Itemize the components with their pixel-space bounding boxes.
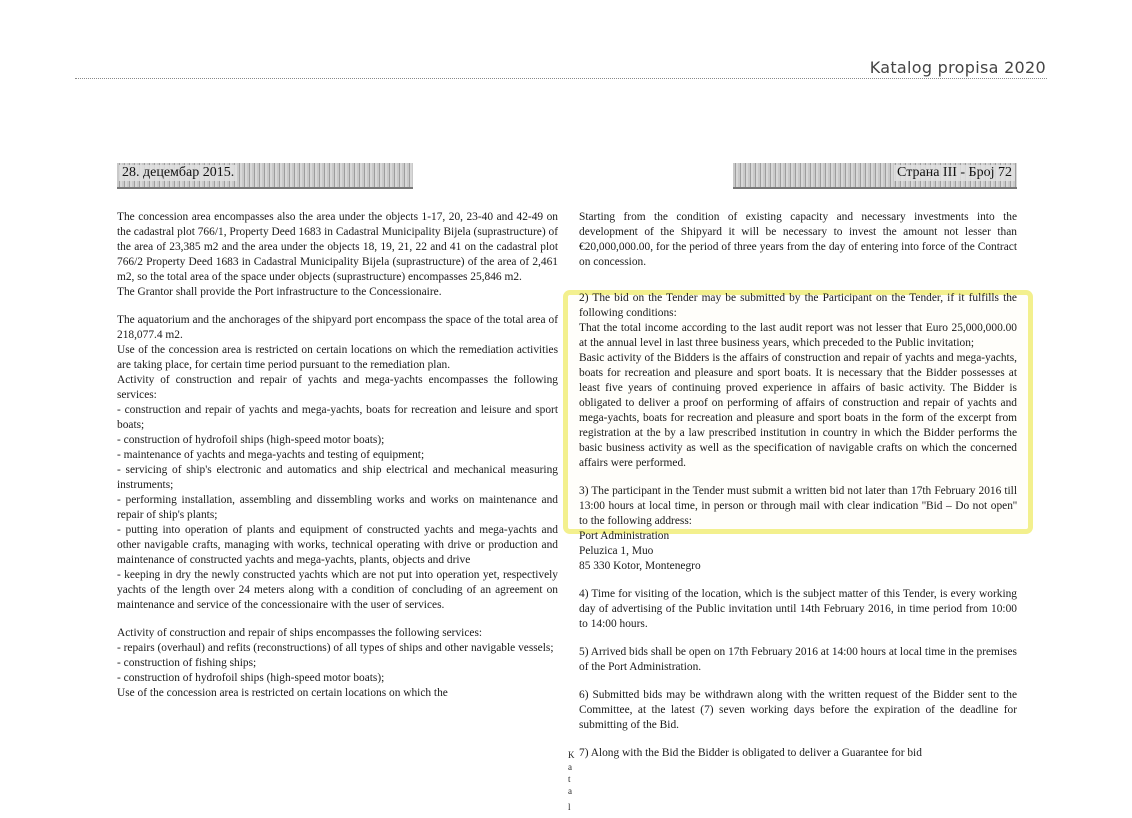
paragraph: Activity of construction and repair of ships encompasses the following services: xyxy=(117,627,483,639)
catalog-title: Katalog propisa 2020 xyxy=(869,58,1046,77)
paragraph: The Grantor shall provide the Port infrastructure to the Concessionaire. xyxy=(117,286,442,298)
address-line: Peluzica 1, Muo xyxy=(579,545,654,557)
paragraph: 4) Time for visiting of the location, which is the subject matter of this Tender, is every working day of advertising of the Public invitation until 14th February 2016, in time period from 10:00 to 14:00 hours. xyxy=(579,588,1017,630)
list-item: - construction of hydrofoil ships (high-speed motor boats); xyxy=(117,672,385,684)
list-item: - construction of fishing ships; xyxy=(117,657,257,669)
list-item: - maintenance of yachts and mega-yachts and testing of equipment; xyxy=(117,449,425,461)
margin-mark: K xyxy=(568,750,575,760)
paragraph: Use of the concession area is restricted on certain locations on which the xyxy=(117,687,448,699)
paragraph: 3) The participant in the Tender must submit a written bid not later than 17th February 2016 till 13:00 hours at local time, in person or through mail with clear indication ''Bid – Do not open'' to the following address: xyxy=(579,485,1017,527)
address-line: Port Administration xyxy=(579,530,670,542)
paragraph: Starting from the condition of existing capacity and necessary investments into the development of the Shipyard it will be necessary to invest the amount not lesser than €20,000,000.00, for the period of three years from the day of entering into force of the Contract on concession. xyxy=(579,211,1017,268)
margin-mark: l xyxy=(568,802,571,812)
list-item: - servicing of ship's electronic and automatics and ship electrical and mechanical measuring instruments; xyxy=(117,464,558,491)
paragraph: The aquatorium and the anchorages of the shipyard port encompass the space of the total area of 218,077.4 m2. xyxy=(117,314,558,341)
paragraph: 7) Along with the Bid the Bidder is obligated to deliver a Guarantee for bid xyxy=(579,747,922,759)
paragraph: 2) The bid on the Tender may be submitted by the Participant on the Tender, if it fulfills the following conditions: xyxy=(579,292,1017,319)
paragraph: 6) Submitted bids may be withdrawn along with the written request of the Bidder sent to the Committee, at the latest (7) seven working days before the expiration of the deadline for submitting of the Bid. xyxy=(579,689,1017,731)
list-item: - repairs (overhaul) and refits (reconstructions) of all types of ships and other navigable vessels; xyxy=(117,642,554,654)
margin-mark: t xyxy=(568,774,571,784)
header-rule xyxy=(75,78,1047,79)
list-item: - performing installation, assembling and dissembling works and works on maintenance and repair of ship's plants; xyxy=(117,494,558,521)
list-item: - construction and repair of yachts and mega-yachts, boats for recreation and leisure and sport boats; xyxy=(117,404,558,431)
paragraph: That the total income according to the last audit report was not lesser that Euro 25,000,000.00 at the annual level in last three business years, which preceded to the Public invitation; xyxy=(579,322,1017,349)
margin-mark: a xyxy=(568,762,572,772)
right-text-column xyxy=(579,210,1017,761)
margin-mark: a xyxy=(568,786,572,796)
paragraph: The concession area encompasses also the area under the objects 1-17, 20, 23-40 and 42-49 on the cadastral plot 766/1, Property Deed 1683 in Cadastral Municipality Bijela (suprastructure) of the area of 23,385 m2 and the area under the objects 18, 19, 21, 22 and 41 on the cadastral plot 766/2 Property Deed 1683 in Cadastral Municipality Bijela (suprastructure) of the area of 2,461 m2, so the total area of the space under objects (suprastructure) encompasses 25,846 m2. xyxy=(117,211,558,283)
list-item: - putting into operation of plants and equipment of constructed yachts and mega-yachts and other navigable crafts, managing with works, technical operating with drive or production and maintenance of constructed yachts and mega-yachts, plants, objects and drive xyxy=(117,524,558,566)
paragraph: Activity of construction and repair of yachts and mega-yachts encompasses the following services: xyxy=(117,374,558,401)
gazette-header-left xyxy=(117,163,413,189)
gazette-header-right xyxy=(733,163,1017,189)
gazette-date: 28. децембар 2015. xyxy=(119,165,237,181)
paragraph: 5) Arrived bids shall be open on 17th February 2016 at 14:00 hours at local time in the premises of the Port Administration. xyxy=(579,646,1017,673)
left-text-column xyxy=(117,210,558,701)
gazette-page-number: Страна III - Број 72 xyxy=(894,165,1015,181)
address-line: 85 330 Kotor, Montenegro xyxy=(579,560,701,572)
list-item: - keeping in dry the newly constructed yachts which are not put into operation yet, respectively yachts of the length over 24 meters along with a condition of concluding of an agreement on maintenance and service of the concessionaire with the user of services. xyxy=(117,569,558,611)
paragraph: Use of the concession area is restricted on certain locations on which the remediation activities are taking place, for certain time period pursuant to the remediation plan. xyxy=(117,344,558,371)
list-item: - construction of hydrofoil ships (high-speed motor boats); xyxy=(117,434,385,446)
paragraph: Basic activity of the Bidders is the affairs of construction and repair of yachts and mega-yachts, boats for recreation and pleasure and sport boats. It is necessary that the Bidder possesses at least five years of continuing proved experience in affairs of basic activity. The Bidder is obligated to deliver a proof on performing of affairs of construction and repair of yachts and mega-yachts, boats for recreation and pleasure and sport boats in the form of the excerpt from registration at the by a law prescribed institution in country in which the Bidder performs the basic business activity as well as the specification of navigable crafts on which the concerned affairs were performed. xyxy=(579,352,1017,469)
